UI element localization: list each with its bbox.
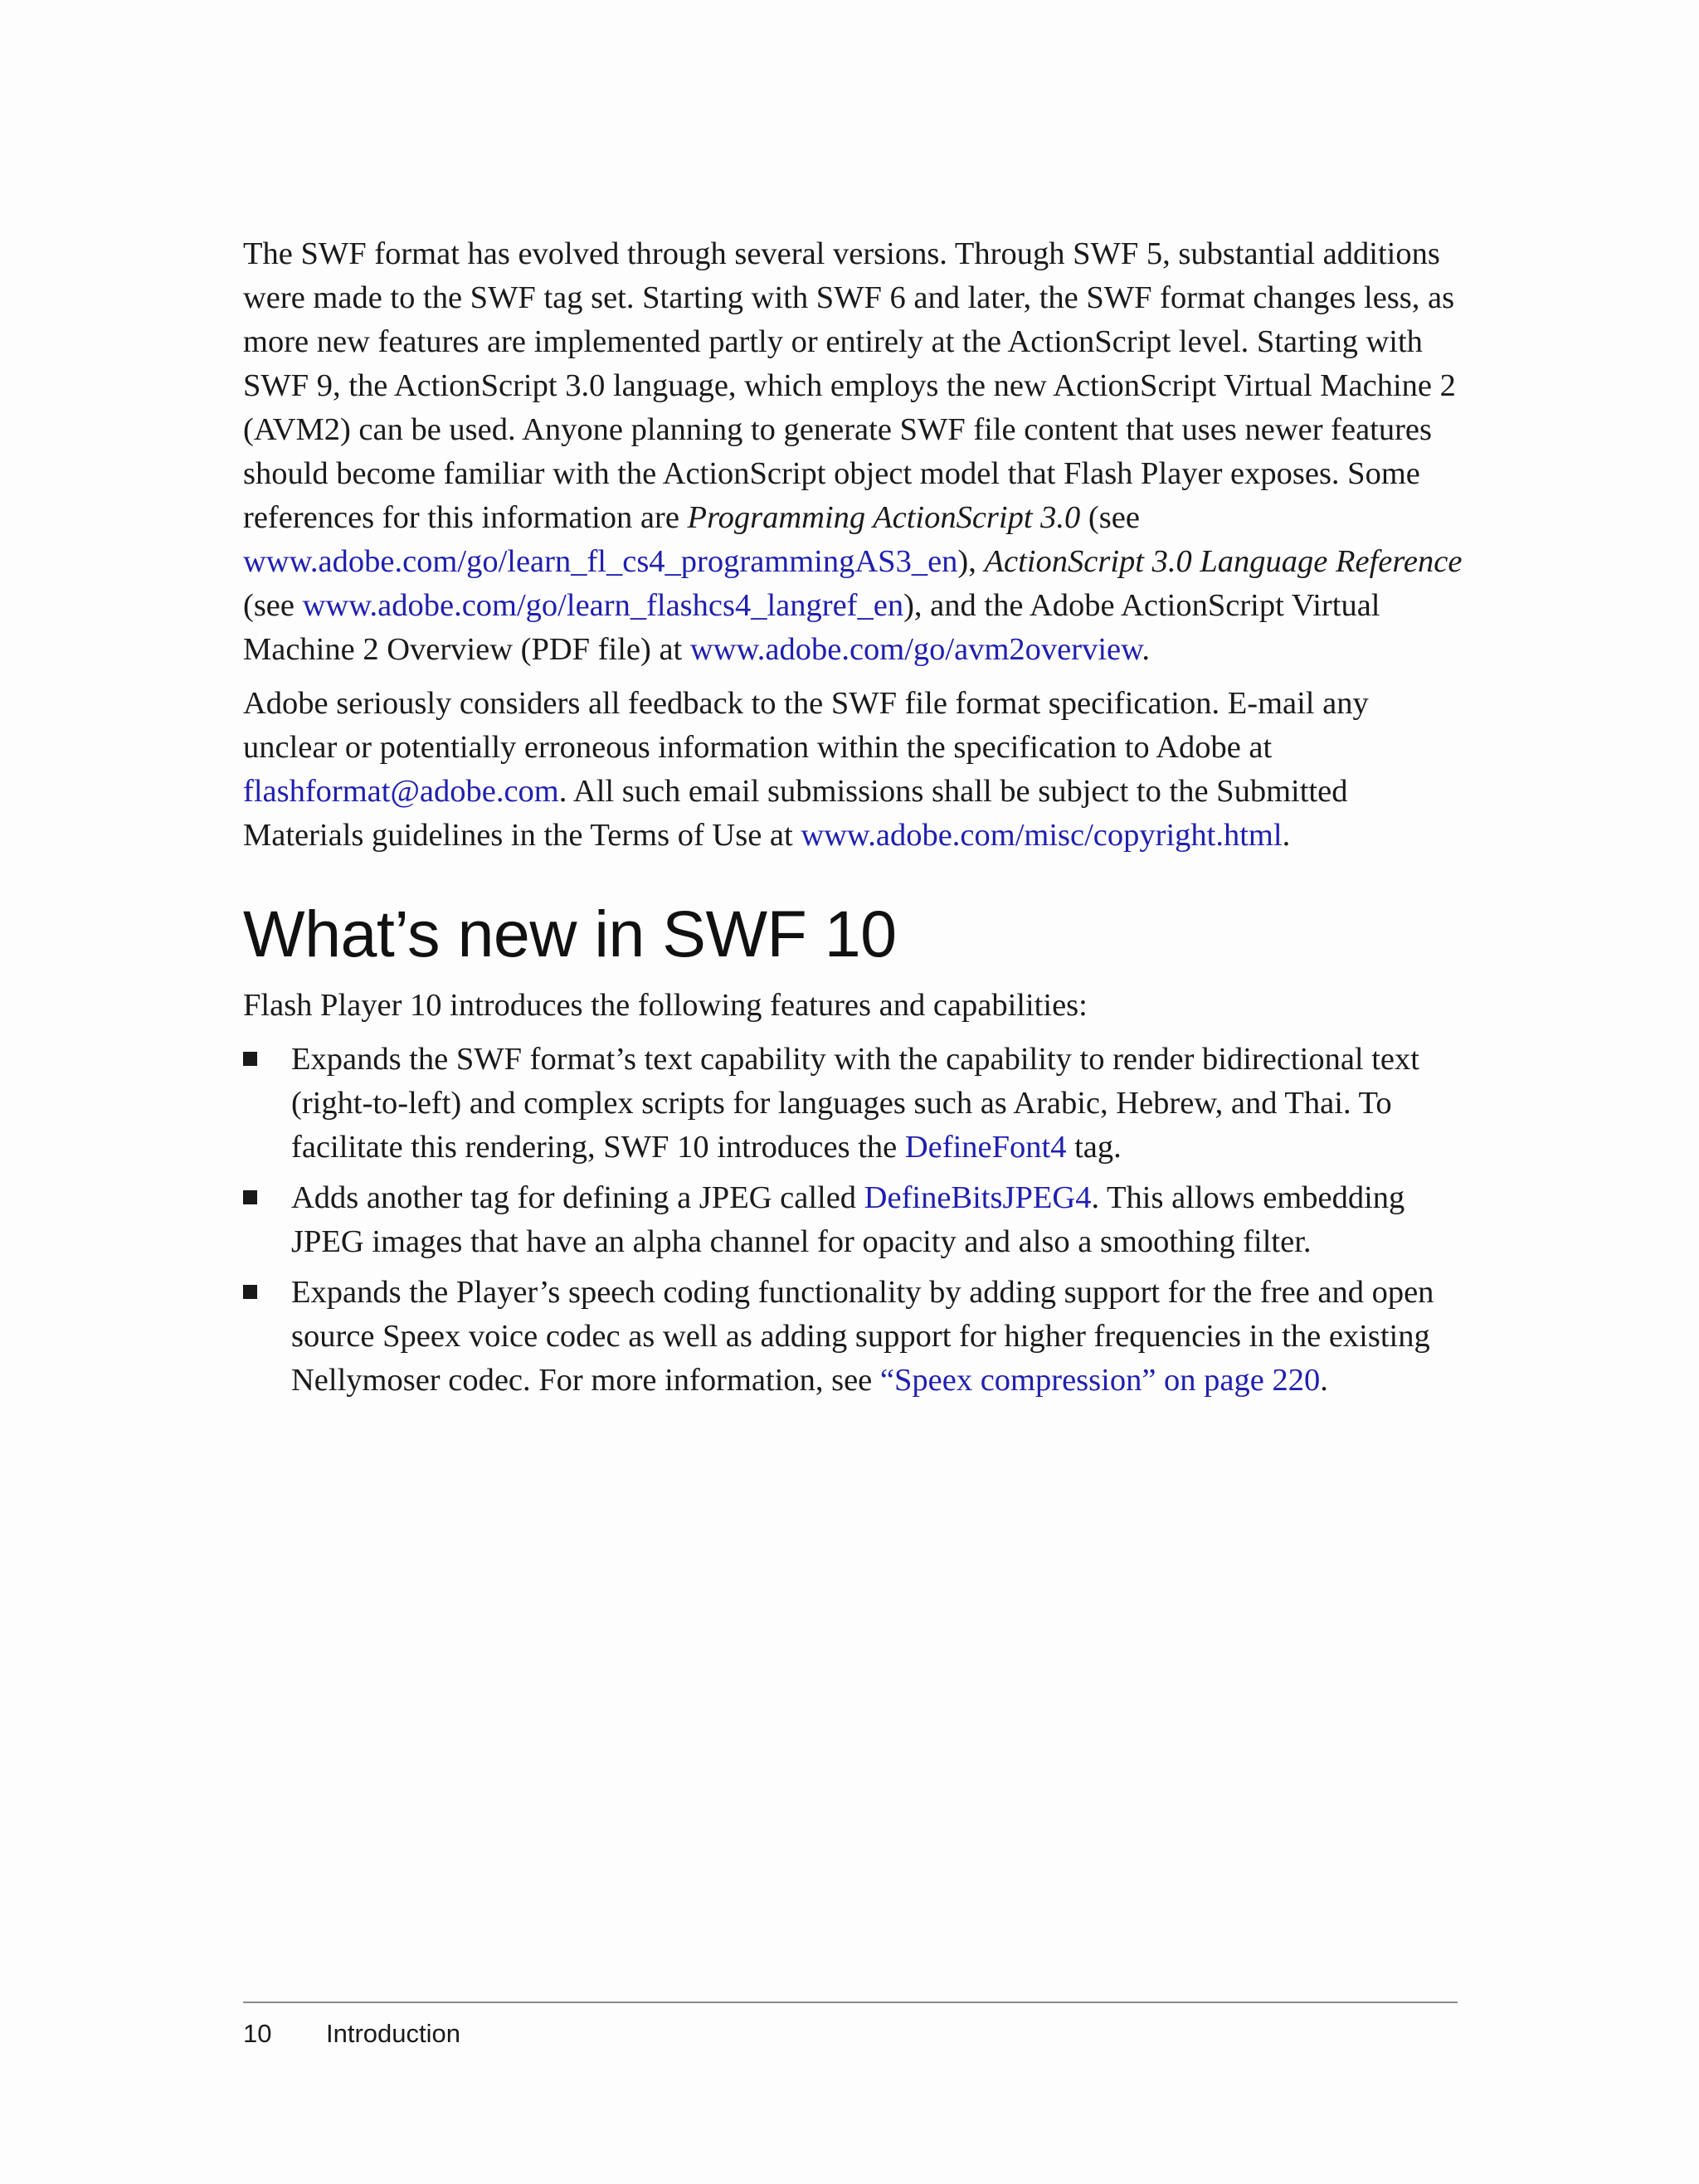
square-bullet-icon: [243, 1190, 257, 1204]
text-run: ), and the Adobe ActionScript Virtual Machine 2 Overview (PDF file) at: [243, 588, 1380, 667]
text-run: . All such email submissions shall be subject to the Submitted Materials guidelines in the Terms of Use at: [243, 774, 1348, 853]
section-lead: Flash Player 10 introduces the following features and capabilities:: [243, 988, 1088, 1023]
list-item-text: [291, 1180, 1404, 1259]
footer-section-title: Introduction: [326, 2019, 460, 2048]
hyperlink[interactable]: www.adobe.com/misc/copyright.html: [801, 818, 1283, 853]
page-number: 10: [243, 2019, 272, 2048]
hyperlink[interactable]: DefineBitsJPEG4: [864, 1180, 1092, 1215]
text-run: Adds another tag for defining a JPEG called: [291, 1180, 864, 1215]
list-item: [243, 1271, 1463, 1403]
hyperlink[interactable]: “Speex compression” on page 220: [879, 1363, 1321, 1398]
footer-divider: [243, 2002, 1458, 2003]
hyperlink[interactable]: www.adobe.com/go/avm2overview: [689, 632, 1142, 667]
hyperlink[interactable]: flashformat@adobe.com: [243, 774, 559, 809]
page-footer: [243, 2017, 460, 2050]
text-run: tag.: [1066, 1130, 1122, 1165]
text-run: (see: [1080, 500, 1140, 535]
text-run: (see: [243, 588, 303, 623]
hyperlink[interactable]: www.adobe.com/go/learn_fl_cs4_programmingAS3_en: [243, 544, 958, 579]
square-bullet-icon: [243, 1285, 257, 1299]
list-item: [243, 1038, 1463, 1170]
list-item: [243, 1176, 1463, 1264]
hyperlink[interactable]: DefineFont4: [904, 1130, 1067, 1165]
list-item-text: [291, 1275, 1434, 1398]
intro-paragraph-1: [243, 232, 1463, 672]
square-bullet-icon: [243, 1052, 257, 1066]
text-run: . This allows embedding JPEG images that have an alpha channel for opacity and also a smoothing filter.: [291, 1180, 1405, 1259]
text-run: .: [1282, 818, 1291, 853]
publication-title: ActionScript 3.0 Language Reference: [984, 544, 1463, 579]
document-body: [243, 232, 1463, 1409]
list-item-text: [291, 1042, 1419, 1165]
text-run: ),: [957, 544, 985, 579]
text-run: .: [1142, 632, 1151, 667]
feature-list: [243, 1038, 1463, 1403]
intro-paragraph-2: [243, 682, 1463, 858]
text-run: Expands the Player’s speech coding functionality by adding support for the free and open source Speex voice codec as well as adding support for higher frequencies in the existing Nellymoser codec. For more information, see: [291, 1275, 1434, 1398]
text-run: Expands the SWF format’s text capability with the capability to render bidirectional text (right-to-left) and complex scripts for languages such as Arabic, Hebrew, and Thai. To facilitate this rendering, SWF 10 introduces the: [291, 1042, 1419, 1165]
section-heading: What’s new in SWF 10: [243, 897, 897, 970]
hyperlink[interactable]: www.adobe.com/go/learn_flashcs4_langref_en: [302, 588, 904, 623]
text-run: Adobe seriously considers all feedback to the SWF file format specification. E-mail any unclear or potentially erroneous information within the specification to Adobe at: [243, 686, 1369, 765]
publication-title: Programming ActionScript 3.0: [687, 500, 1081, 535]
text-run: .: [1320, 1363, 1328, 1398]
text-run: The SWF format has evolved through several versions. Through SWF 5, substantial additions were made to the SWF tag set. Starting with SWF 6 and later, the SWF format changes less, as more new features are implemented partly or entirely at the ActionScript level. Starting with SWF 9, the ActionScript 3.0 language, which employs the new ActionScript Virtual Machine 2 (AVM2) can be used. Anyone planning to generate SWF file content that uses newer features should become familiar with the ActionScript object model that Flash Player exposes. Some references for this information are: [243, 236, 1456, 535]
